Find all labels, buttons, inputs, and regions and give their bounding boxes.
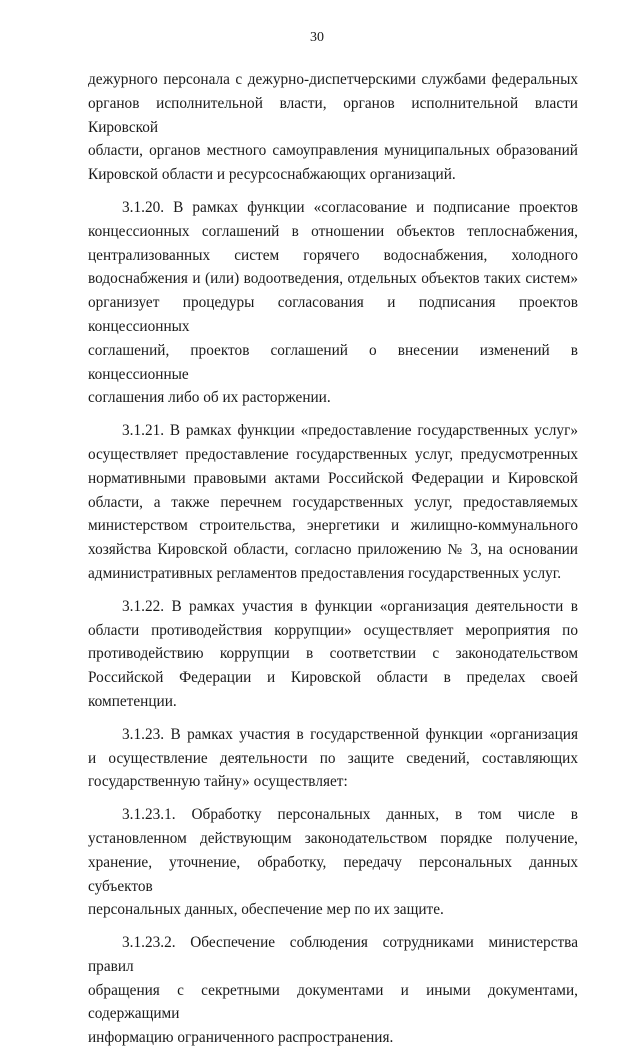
paragraph-line: организует процедуры согласования и подписания проектов концессионных bbox=[88, 294, 578, 335]
paragraph-line: Российской Федерации и Кировской области в пределах своей компетенции. bbox=[88, 669, 578, 710]
paragraph-line: персональных данных, обеспечение мер по их защите. bbox=[88, 901, 444, 919]
paragraph-line: и осуществление деятельности по защите сведений, составляющих bbox=[88, 749, 578, 767]
paragraph-line: органов исполнительной власти, органов исполнительной власти Кировской bbox=[88, 94, 578, 136]
page-number: 30 bbox=[310, 30, 324, 45]
paragraph-line: области, органов местного самоуправления муниципальных образований bbox=[88, 142, 578, 160]
paragraph-line: нормативными правовыми актами Российской Федерации и Кировской bbox=[88, 469, 578, 487]
paragraph-line: осуществляет предоставление государственных услуг, предусмотренных bbox=[88, 445, 578, 463]
paragraph-line: 3.1.21. В рамках функции «предоставление государственных услуг» bbox=[122, 422, 578, 440]
paragraph-line: дежурного персонала с дежурно-диспетчерскими службами федеральных bbox=[88, 71, 578, 88]
paragraph-line: области противодействия коррупции» осуществляет мероприятия по bbox=[88, 621, 578, 639]
paragraph-line: хранение, уточнение, обработку, передачу персональных данных субъектов bbox=[88, 853, 578, 895]
paragraph-line: противодействию коррупции в соответствии с законодательством bbox=[88, 645, 578, 663]
paragraph-line: концессионных соглашений в отношении объектов теплоснабжения, bbox=[88, 222, 578, 240]
paragraph-line: установленном действующим законодательством порядке получение, bbox=[88, 829, 578, 847]
paragraph-line: 3.1.22. В рамках участия в функции «организация деятельности в bbox=[122, 597, 578, 615]
paragraph-line: соглашения либо об их расторжении. bbox=[88, 389, 331, 407]
paragraph-line: соглашений, проектов соглашений о внесении изменений в концессионные bbox=[88, 341, 578, 383]
paragraph-line: 3.1.20. В рамках функции «согласование и подписание проектов bbox=[122, 198, 578, 216]
paragraph-line: хозяйства Кировской области, согласно приложению № 3, на основании bbox=[88, 541, 578, 559]
paragraph-line: 3.1.23.2. Обеспечение соблюдения сотрудниками министерства правил bbox=[88, 934, 578, 975]
paragraph-line: государственную тайну» осуществляет: bbox=[88, 773, 348, 791]
paragraph-line: административных регламентов предоставления государственных услуг. bbox=[88, 564, 562, 582]
paragraph-line: министерством строительства, энергетики и жилищно-коммунального bbox=[88, 517, 578, 535]
paragraph-line: Кировской области и ресурсоснабжающих организаций. bbox=[88, 166, 456, 184]
paragraph-line: централизованных систем горячего водоснабжения, холодного bbox=[88, 246, 578, 264]
paragraph-line: водоснабжения и (или) водоотведения, отдельных объектов таких систем» bbox=[88, 270, 578, 288]
paragraph-line: информацию ограниченного распространения. bbox=[88, 1029, 394, 1047]
document-body bbox=[88, 68, 578, 1059]
paragraph-line: области, а также перечнем государственных услуг, предоставляемых bbox=[88, 493, 578, 511]
paragraph-line: 3.1.23. В рамках участия в государственной функции «организация bbox=[122, 725, 578, 743]
paragraph-line: обращения с секретными документами и иными документами, содержащими bbox=[88, 981, 578, 1023]
paragraph-line: 3.1.23.1. Обработку персональных данных, в том числе в bbox=[122, 806, 578, 824]
